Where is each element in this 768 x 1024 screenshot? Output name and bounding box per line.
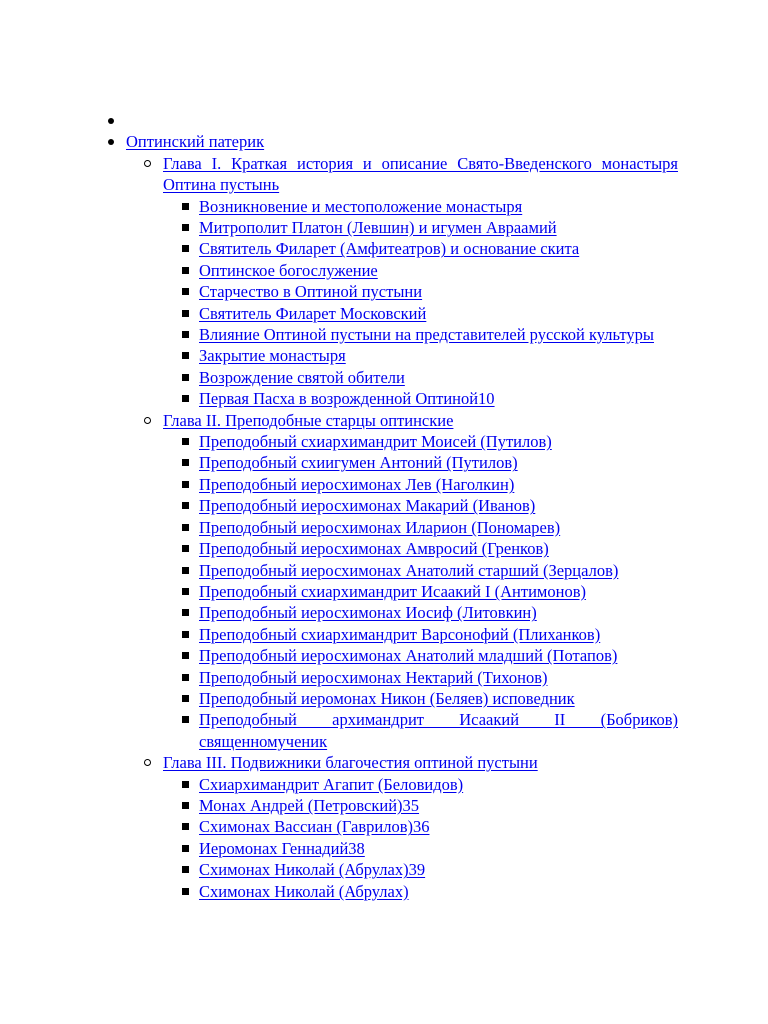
section-link[interactable]: Преподобный иеромонах Никон (Беляев) исповедник <box>199 688 575 708</box>
section-item <box>199 260 678 281</box>
section-item <box>199 795 678 816</box>
section-item <box>199 709 678 752</box>
section-item <box>199 217 678 238</box>
section-item <box>199 324 678 345</box>
section-link[interactable]: Преподобный иеросхимонах Анатолий старший (Зерцалов) <box>199 560 619 580</box>
section-item <box>199 388 678 409</box>
section-item <box>199 624 678 645</box>
table-of-contents <box>126 110 678 902</box>
section-link[interactable]: Преподобный иеросхимонах Лев (Наголкин) <box>199 474 515 494</box>
chapter-list <box>126 153 678 902</box>
section-item <box>199 602 678 623</box>
section-item <box>199 303 678 324</box>
section-item <box>199 838 678 859</box>
section-link[interactable]: Преподобный архимандрит Исаакий II (Бобриков) священномученик <box>199 710 678 751</box>
toc-book-item <box>126 131 678 902</box>
section-item <box>199 667 678 688</box>
section-item <box>199 881 678 902</box>
section-list <box>163 196 678 410</box>
section-link[interactable]: Преподобный иеросхимонах Амвросий (Гренков) <box>199 539 549 559</box>
chapter-item <box>163 752 678 902</box>
section-link[interactable]: Возникновение и местоположение монастыря <box>199 196 523 216</box>
section-link[interactable]: Преподобный иеросхимонах Макарий (Иванов) <box>199 496 536 516</box>
section-link[interactable]: Преподобный схиархимандрит Варсонофий (Плиханков) <box>199 624 601 644</box>
chapter-item <box>163 153 678 410</box>
section-link[interactable]: Преподобный схиигумен Антоний (Путилов) <box>199 453 518 473</box>
section-item <box>199 345 678 366</box>
chapter-link[interactable]: Глава I. Краткая история и описание Свято-Введенского монастыря Оптина пустынь <box>163 153 678 195</box>
section-link[interactable]: Иеромонах Геннадий38 <box>199 838 365 858</box>
empty-list-item <box>126 110 678 131</box>
section-link[interactable]: Закрытие монастыря <box>199 346 346 366</box>
chapter-link[interactable]: Глава II. Преподобные старцы оптинские <box>163 410 454 430</box>
section-item <box>199 367 678 388</box>
section-item <box>199 560 678 581</box>
section-link[interactable]: Схимонах Николай (Абрулах)39 <box>199 860 426 880</box>
section-item <box>199 281 678 302</box>
section-link[interactable]: Схимонах Николай (Абрулах) <box>199 881 409 901</box>
section-link[interactable]: Преподобный схиархимандрит Моисей (Путилов) <box>199 432 552 452</box>
section-link[interactable]: Возрождение святой обители <box>199 367 405 387</box>
section-item <box>199 452 678 473</box>
section-link[interactable]: Преподобный иеросхимонах Иларион (Пономарев) <box>199 517 561 537</box>
section-item <box>199 688 678 709</box>
chapter-link[interactable]: Глава III. Подвижники благочестия оптиной пустыни <box>163 753 538 773</box>
section-item <box>199 517 678 538</box>
section-link[interactable]: Преподобный иеросхимонах Нектарий (Тихонов) <box>199 667 548 687</box>
section-link[interactable]: Схимонах Вассиан (Гаврилов)36 <box>199 817 430 837</box>
section-item <box>199 495 678 516</box>
section-item <box>199 816 678 837</box>
section-link[interactable]: Святитель Филарет (Амфитеатров) и основание скита <box>199 239 580 259</box>
section-link[interactable]: Оптинское богослужение <box>199 260 378 280</box>
section-link[interactable]: Монах Андрей (Петровский)35 <box>199 795 420 815</box>
section-list <box>163 774 678 902</box>
section-link[interactable]: Первая Пасха в возрожденной Оптиной10 <box>199 389 495 409</box>
section-link[interactable]: Схиархимандрит Агапит (Беловидов) <box>199 774 464 794</box>
book-title-link[interactable]: Оптинский патерик <box>126 132 265 152</box>
section-link[interactable]: Митрополит Платон (Левшин) и игумен Авраамий <box>199 218 557 238</box>
section-item <box>199 238 678 259</box>
section-link[interactable]: Старчество в Оптиной пустыни <box>199 282 423 302</box>
chapter-item <box>163 410 678 753</box>
section-item <box>199 431 678 452</box>
section-link[interactable]: Преподобный схиархимандрит Исаакий I (Антимонов) <box>199 581 586 601</box>
section-link[interactable]: Преподобный иеросхимонах Анатолий младший (Потапов) <box>199 646 618 666</box>
section-item <box>199 774 678 795</box>
section-item <box>199 538 678 559</box>
section-link[interactable]: Преподобный иеросхимонах Иосиф (Литовкин) <box>199 603 537 623</box>
section-list <box>163 431 678 752</box>
section-link[interactable]: Святитель Филарет Московский <box>199 303 427 323</box>
section-item <box>199 196 678 217</box>
section-item <box>199 474 678 495</box>
section-item <box>199 645 678 666</box>
section-link[interactable]: Влияние Оптиной пустыни на представителей русской культуры <box>199 325 654 345</box>
section-item <box>199 859 678 880</box>
section-item <box>199 581 678 602</box>
